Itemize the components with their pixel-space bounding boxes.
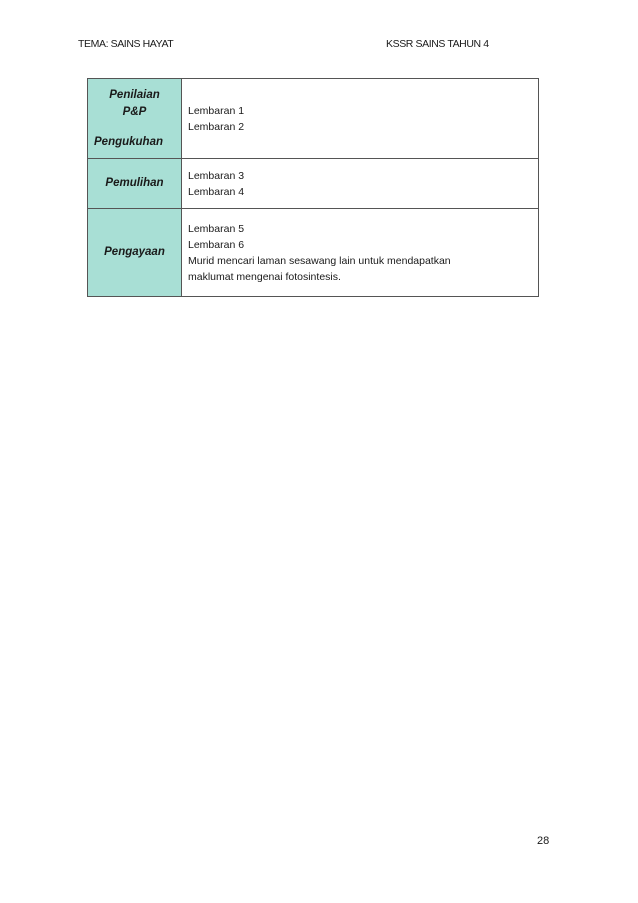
table-row	[88, 209, 539, 297]
label-pemulihan: Pemulihan	[105, 177, 164, 189]
content-line: Lembaran 1	[188, 104, 245, 117]
header-theme: TEMA: SAINS HAYAT	[78, 38, 174, 50]
content-line: Lembaran 5	[188, 222, 245, 235]
content-line: Lembaran 3	[188, 169, 245, 182]
label-pengayaan: Pengayaan	[104, 246, 165, 258]
label-cell-penilaian	[88, 79, 182, 159]
table-row	[88, 159, 539, 209]
label-cell-pemulihan	[88, 159, 182, 209]
assessment-table	[87, 78, 539, 297]
label-penilaian: Penilaian	[109, 88, 160, 101]
label-pnp: P&P	[122, 105, 147, 118]
content-line: Lembaran 4	[188, 185, 245, 198]
content-line: Lembaran 2	[188, 120, 245, 133]
content-cell-pengayaan	[182, 209, 539, 297]
content-cell-penilaian	[182, 79, 539, 159]
label-spacer	[88, 121, 181, 134]
label-pengukuhan: Pengukuhan	[94, 135, 164, 148]
label-cell-pengayaan	[88, 209, 182, 297]
content-cell-pemulihan	[182, 159, 539, 209]
page-number: 28	[537, 835, 550, 847]
header-curriculum: KSSR SAINS TAHUN 4	[386, 38, 489, 50]
table-row	[88, 79, 539, 159]
content-line: Lembaran 6	[188, 238, 245, 251]
content-line: Murid mencari laman sesawang lain untuk mendapatkan	[188, 254, 451, 267]
content-line: maklumat mengenai fotosintesis.	[188, 270, 341, 283]
